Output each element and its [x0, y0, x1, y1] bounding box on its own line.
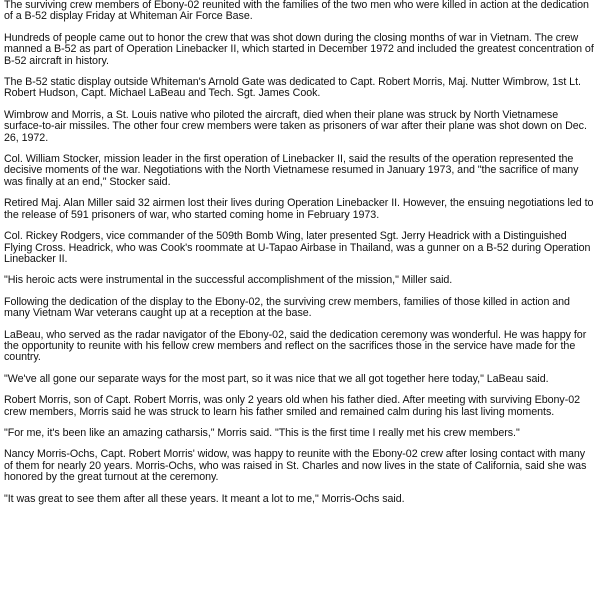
paragraph: Col. Rickey Rodgers, vice commander of the 509th Bomb Wing, later presented Sgt. Jerry Headrick with a Distinguished Flying Cross. Headrick, who was Cook's roommate at U-Tapao Airbase in Thailand, was a gunner on a B-52 during Operation Linebacker II.: [4, 230, 591, 265]
paragraph: LaBeau, who served as the radar navigator of the Ebony-02, said the dedication ceremony was wonderful. He was happy for the opportunity to reunite with his fellow crew members and reflect on the sacrifices those in the service have made for the country.: [4, 328, 587, 364]
paragraph: "For me, it's been like an amazing catharsis," Morris said. "This is the first time I really met his crew members.": [4, 426, 520, 439]
paragraph: The surviving crew members of Ebony-02 reunited with the families of the two men who were killed in action at the dedication of a B-52 display Friday at Whiteman Air Force Base.: [4, 0, 589, 23]
paragraph: "We've all gone our separate ways for the most part, so it was nice that we all got together here today," LaBeau said.: [4, 372, 549, 385]
paragraph: Robert Morris, son of Capt. Robert Morris, was only 2 years old when his father died. After meeting with surviving Ebony-02 crew members, Morris said he was struck to learn his father smiled and remained calm during his last living moments.: [4, 394, 580, 418]
article-body: [4, 0, 596, 515]
paragraph: Col. William Stocker, mission leader in the first operation of Linebacker II, said the results of the operation represented the decisive moments of the war. Negotiations with the North Vietnamese resumed in January 1973, and "the sacrifice of many was finally at an end," Stocker said.: [4, 153, 579, 188]
paragraph: Following the dedication of the display to the Ebony-02, the surviving crew members, families of those killed in action and many Vietnam War veterans caught up at a reception at the base.: [4, 295, 570, 320]
paragraph: Nancy Morris-Ochs, Capt. Robert Morris' widow, was happy to reunite with the Ebony-02 crew after losing contact with many of them for nearly 20 years. Morris-Ochs, who was raised in St. Charles and now lives in the state of California, said she was honored by the great turnout at the ceremony.: [4, 448, 587, 484]
paragraph: Retired Maj. Alan Miller said 32 airmen lost their lives during Operation Linebacker II. However, the ensuing negotiations led to the release of 591 prisoners of war, who started coming home in February 1973.: [4, 197, 594, 221]
paragraph: "His heroic acts were instrumental in the successful accomplishment of the mission," Miller said.: [4, 274, 453, 287]
paragraph: The B-52 static display outside Whiteman's Arnold Gate was dedicated to Capt. Robert Morris, Maj. Nutter Wimbrow, 1st Lt. Robert Hudson, Capt. Michael LaBeau and Tech. Sgt. James Cook.: [4, 76, 581, 100]
paragraph: "It was great to see them after all these years. It meant a lot to me," Morris-Ochs said.: [4, 492, 405, 505]
paragraph: Hundreds of people came out to honor the crew that was shot down during the closing months of war in Vietnam. The crew manned a B-52 as part of Operation Linebacker II, which started in December 1972 and included the greatest concentration of B-52 aircraft in history.: [4, 31, 594, 67]
paragraph: Wimbrow and Morris, a St. Louis native who piloted the aircraft, died when their plane was struck by North Vietnamese surface-to-air missiles. The other four crew members were taken as prisoners of war after their plane was shot down on Dec. 26, 1972.: [4, 108, 587, 144]
